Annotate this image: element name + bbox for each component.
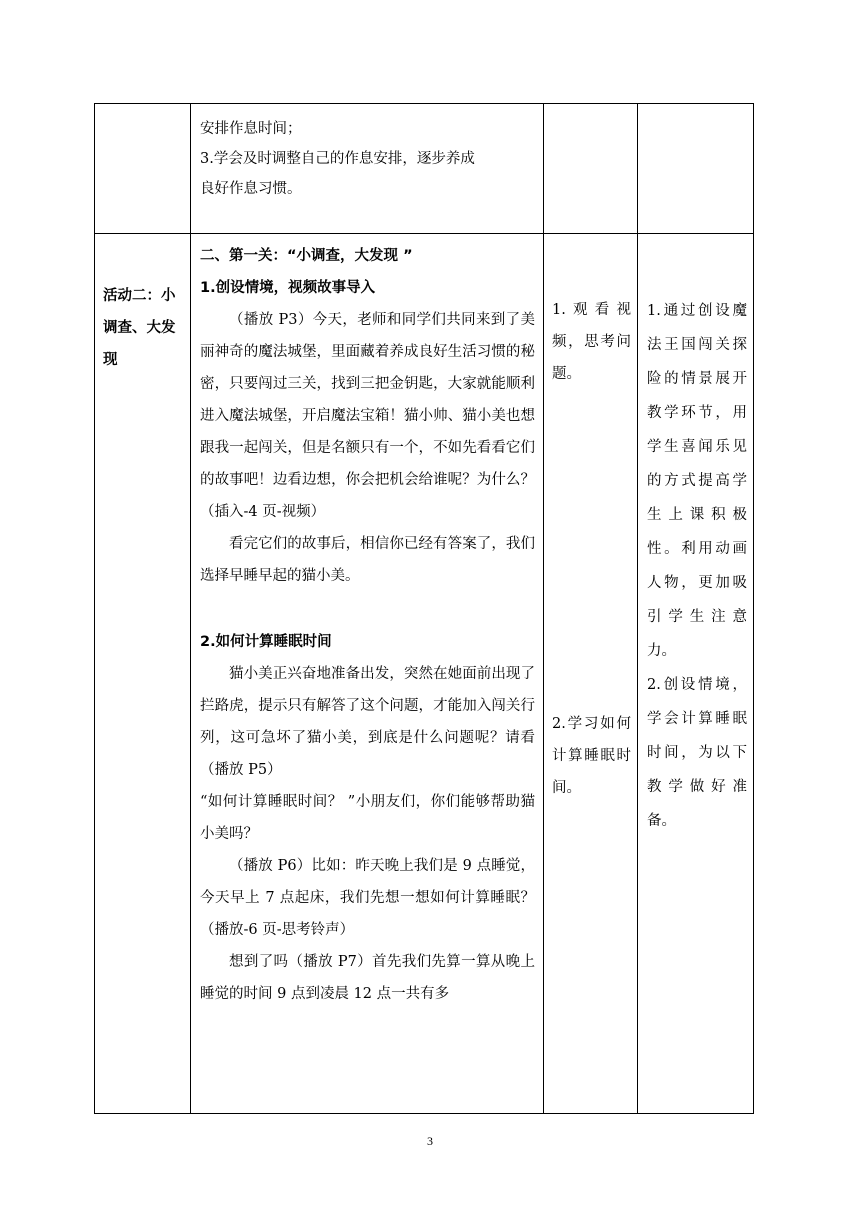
paragraph: 猫小美正兴奋地准备出发，突然在她面前出现了拦路虎，提示只有解答了这个问题，才能加入闯关行列，这可急坏了猫小美，到底是什么问题呢？请看（播放 P5） bbox=[200, 666, 535, 778]
activity-title: 活动二：小调查、大发现 bbox=[103, 288, 176, 368]
content-line: 安排作息时间； bbox=[200, 121, 302, 137]
table-row bbox=[95, 104, 754, 234]
section-heading: 二、第一关：“小调查，大发现 ” bbox=[200, 248, 413, 264]
paragraph: （播放 P3）今天，老师和同学们共同来到了美丽神奇的魔法城堡，里面藏着养成良好生活习惯的秘密，只要闯过三关，找到三把金钥匙，大家就能顺利进入魔法城堡，开启魔法宝箱！猫小帅、猫小美也想跟我一起闯关，但是名额只有一个，不如先看看它们的故事吧！边看边想，你会把机会给谁呢？为什么？（插入-4 页-视频） bbox=[200, 312, 535, 520]
content-cell bbox=[191, 234, 544, 1114]
content-line: 3.学会及时调整自己的作息安排，逐步养成 bbox=[200, 151, 475, 167]
design-intent-1: 1.通过创设魔法王国闯关探险的情景展开教学环节，用学生喜闻乐见的方式提高学生上课积极性。利用动画人物，更加吸引学生注意力。 bbox=[647, 303, 747, 659]
student-activity-cell bbox=[544, 104, 638, 234]
subsection-heading: 2.如何计算睡眠时间 bbox=[200, 634, 332, 650]
student-activity-cell bbox=[544, 234, 638, 1114]
design-intent-2: 2.创设情境，学会计算睡眠时间，为以下教学做好准备。 bbox=[647, 677, 747, 829]
subsection-heading: 1.创设情境，视频故事导入 bbox=[200, 280, 376, 296]
student-activity-1: 1.观看视频，思考问题。 bbox=[552, 302, 631, 382]
activity-cell bbox=[95, 234, 191, 1114]
activity-cell bbox=[95, 104, 191, 234]
paragraph: 看完它们的故事后，相信你已经有答案了，我们选择早睡早起的猫小美。 bbox=[200, 536, 535, 584]
design-intent-cell bbox=[638, 104, 754, 234]
paragraph: “如何计算睡眠时间？ ”小朋友们，你们能够帮助猫小美吗？ bbox=[200, 794, 535, 842]
paragraph: （播放 P6）比如：昨天晚上我们是 9 点睡觉，今天早上 7 点起床，我们先想一想如何计算睡眠？（播放-6 页-思考铃声） bbox=[200, 858, 535, 938]
student-activity-2: 2.学习如何计算睡眠时间。 bbox=[552, 716, 631, 796]
content-line: 良好作息习惯。 bbox=[200, 181, 302, 197]
paragraph: 想到了吗（播放 P7）首先我们先算一算从晚上睡觉的时间 9 点到凌晨 12 点一共有多 bbox=[200, 954, 535, 1002]
content-cell bbox=[191, 104, 544, 234]
design-intent-cell bbox=[638, 234, 754, 1114]
page-number: 3 bbox=[427, 1134, 433, 1148]
table-row bbox=[95, 234, 754, 1114]
lesson-plan-table bbox=[94, 103, 754, 1114]
